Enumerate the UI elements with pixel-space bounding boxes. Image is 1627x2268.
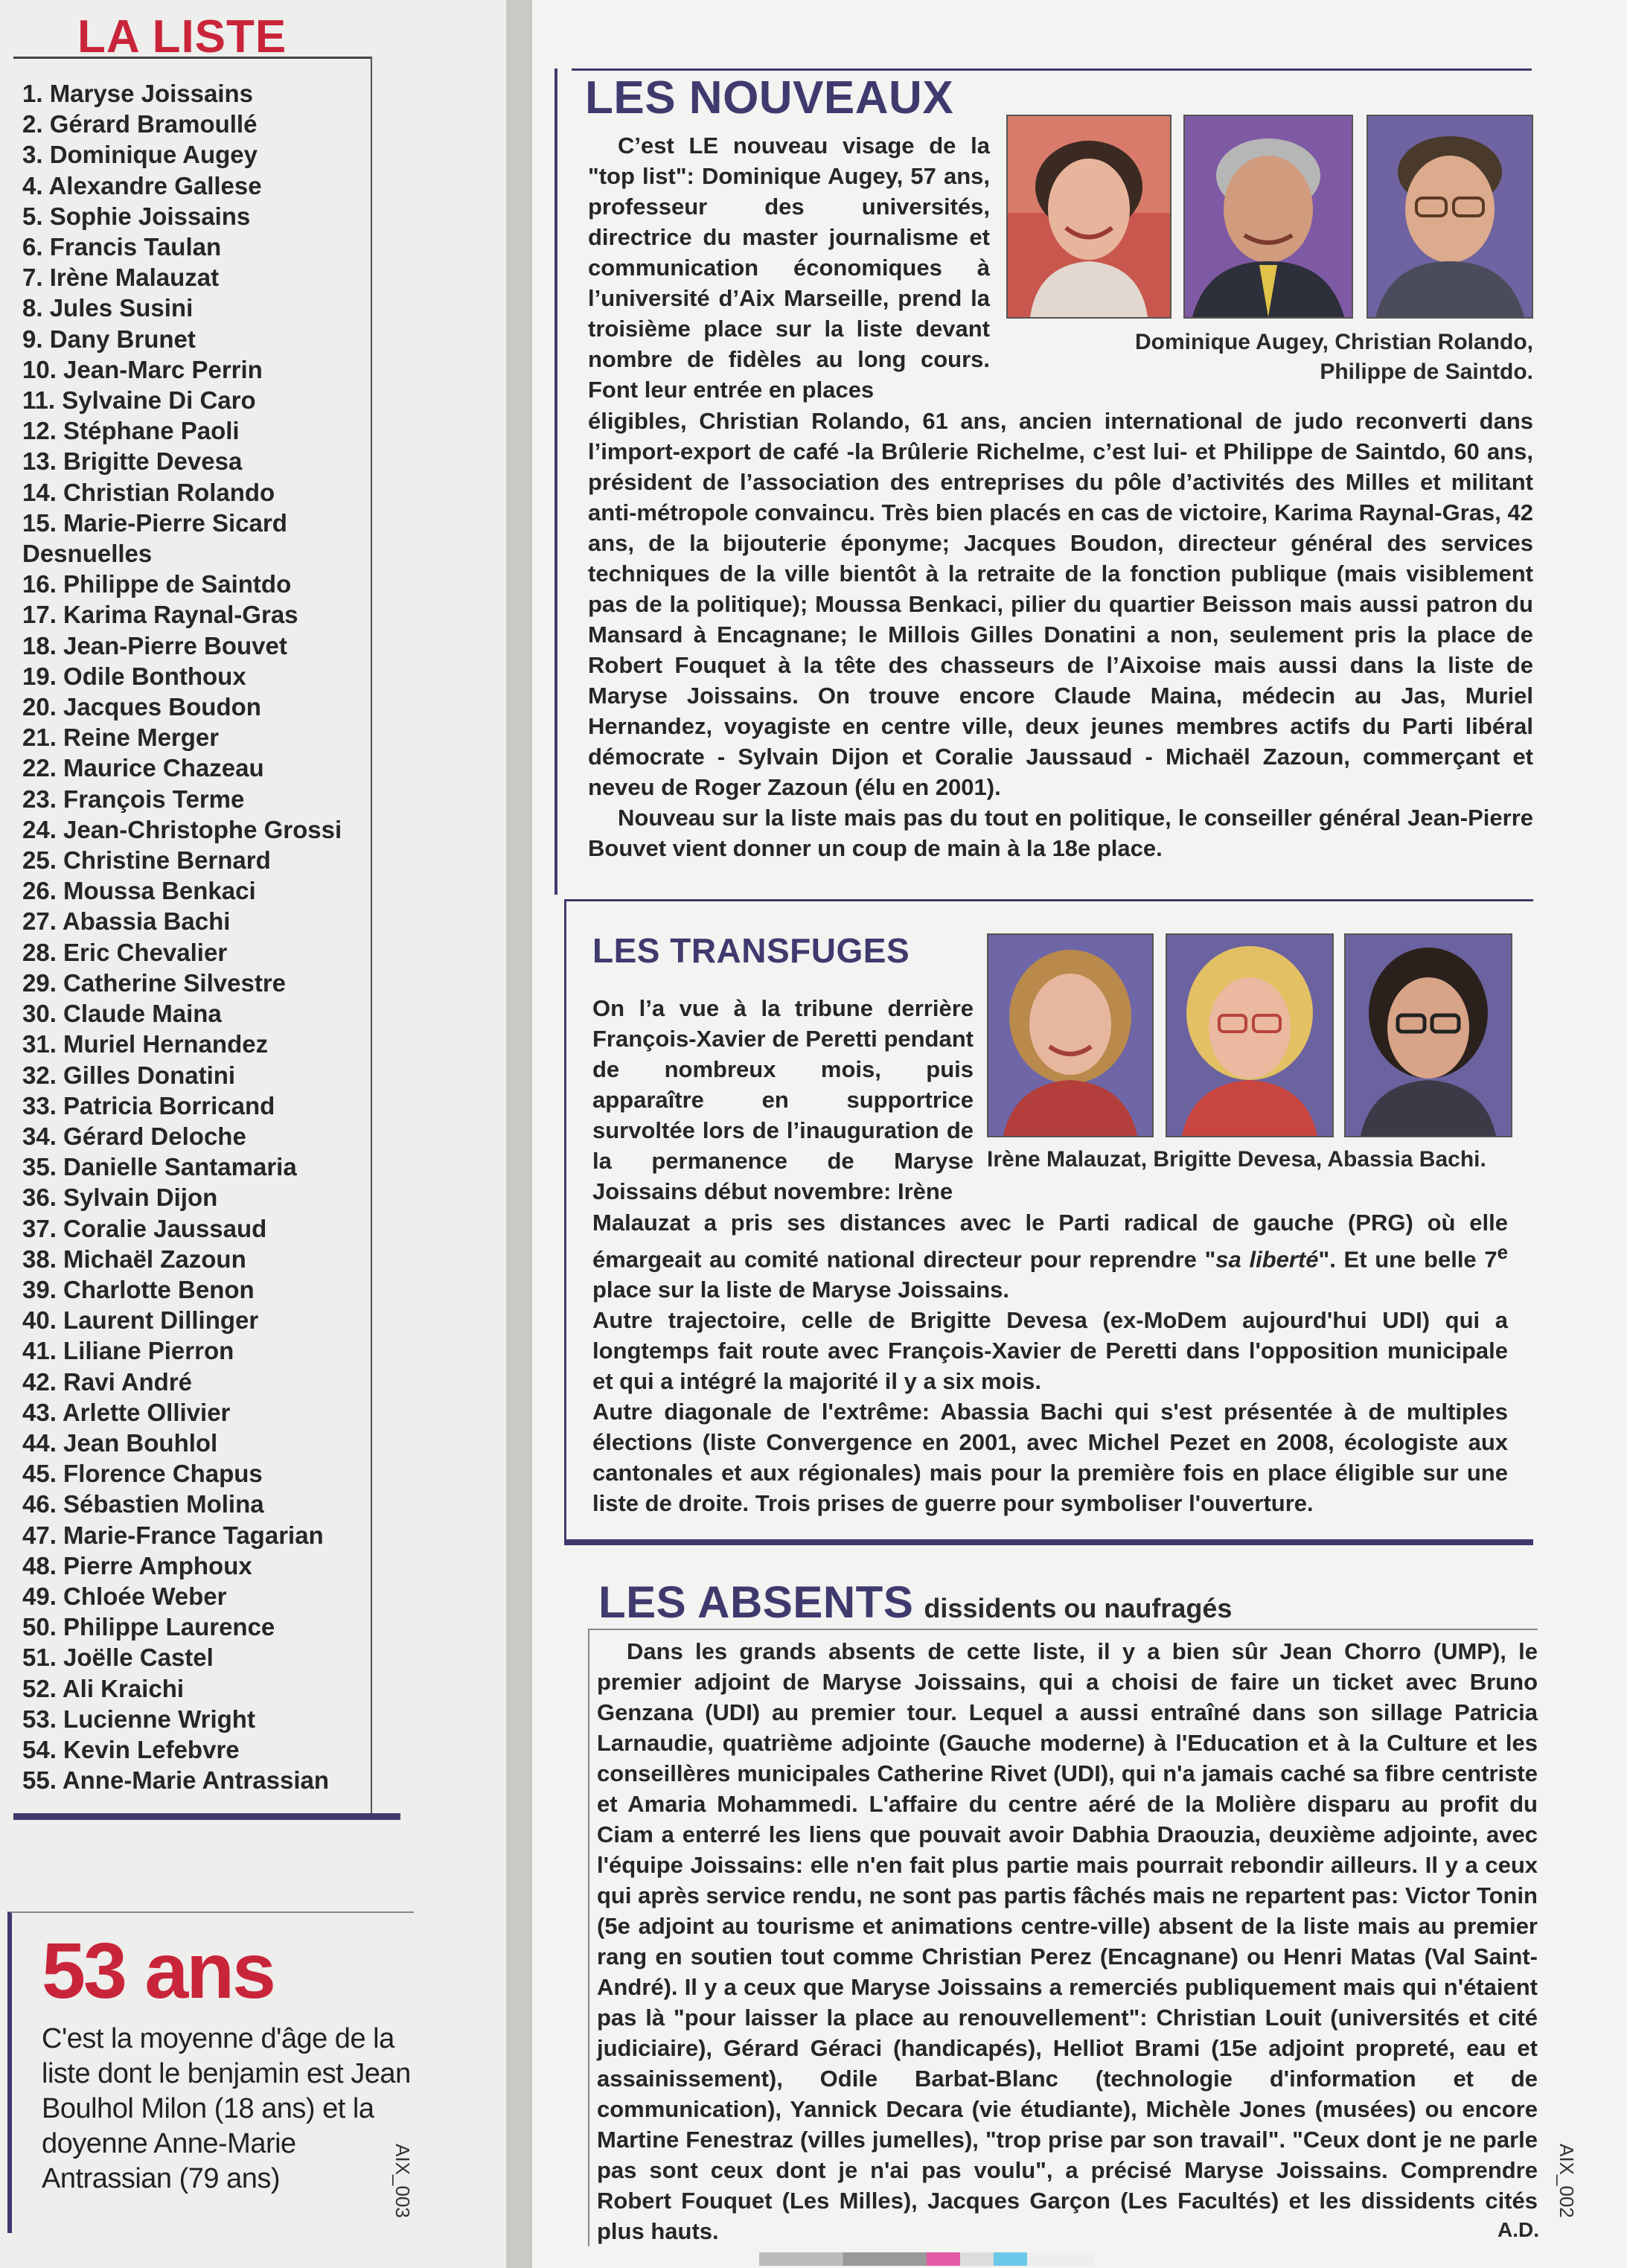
candidate-item: 33. Patricia Borricand	[22, 1091, 275, 1119]
liste-bottom-rule	[13, 1813, 400, 1820]
candidate-item: 46. Sébastien Molina	[22, 1490, 264, 1518]
nouveaux-title: LES NOUVEAUX	[585, 72, 954, 124]
candidate-item: 25. Christine Bernard	[22, 846, 271, 875]
transfuges-body-top	[592, 993, 974, 1207]
absents-paragraph: Dans les grands absents de cette liste, il y a bien sûr Jean Chorro (UMP), le premier adjoint de Maryse Joissains, qui a choisi de faire un ticket avec Bruno Genzana (UDI) au premier tour. Lequel a aussi entraîné dans son sillage Patricia Larnaudie, quatrième adjointe (Gauche moderne) à l'Education et à la Culture et les conseillères municipales Catherine Rivet (UDI), qui n'a jamais caché sa fibre centriste et Amaria Mohammedi. L'affaire du centre aéré de la Molière disparu au profit du Ciam a enterré les liens que pouvait avoir Dabhia Draouzia, deuxième adjointe, avec l'équipe Joissains: elle n'en fait plus partie mais pourrait rebondir ailleurs. Il y a ceux qui après service rendu, ne sont pas partis fâchés mais ne repartent pas: Victor Tonin (5e adjoint au tourisme et animations centre-ville) absent de la liste mais au premier rang en soutien tout comme Christian Perez (Encagnane) ou Henri Matas (Val Saint-André). Il y a ceux que Maryse Joissains a remerciés publiquement mais qui n'étaient pas là "pour laisser la place au renouvellement": Christian Louit (universités et cité judiciaire), Gérard Géraci (handicapés), Helliot Brami (15e adjoint propreté, eau et assainissement), Odile Barbat-Blanc (technologie d'information et de communication), Yannick Decara (vie étudiante), Michèle Jones (musées) ou encore Martine Fenestraz (villes jumelles), "trop prise par son travail". "Ceux dont je ne parle pas sont ceux dont je n'ai pas voulu", a précisé Maryse Joissains. Comprendre Robert Fouquet (Les Milles), Jacques Garçon (Les Facultés) et les dissidents cités plus hauts.	[597, 1638, 1538, 2244]
transfuges-left-rule	[564, 899, 566, 1539]
candidate-item: 15. Marie-Pierre Sicard	[22, 508, 287, 537]
photo-abassia-bachi	[1344, 933, 1512, 1137]
candidate-item: 44. Jean Bouhlol	[22, 1428, 218, 1457]
transfuges-paragraph-3: Autre diagonale de l'extrême: Abassia Bachi qui s'est présentée à de multiples élections (liste Convergence en 2001, avec Michel Pezet en 2008, écologiste aux cantonales et aux régionales) mais pour la première fois en place éligible sur une liste de droite. Trois prises de guerre pour symboliser l'ouverture.	[592, 1399, 1508, 1517]
photo-philippe-de-saintdo	[1367, 115, 1533, 319]
photo-dominique-augey	[1006, 115, 1171, 319]
candidate-item: 30. Claude Maina	[22, 1000, 222, 1028]
absents-subtitle: dissidents ou naufragés	[924, 1593, 1233, 1623]
photo-christian-rolando	[1183, 115, 1353, 319]
candidate-item: 14. Christian Rolando	[22, 478, 275, 506]
candidate-item: 45. Florence Chapus	[22, 1460, 263, 1488]
nouveaux-paragraph-2: Nouveau sur la liste mais pas du tout en politique, le conseiller général Jean-Pierre Bouvet vient donner un coup de main à la 18e place.	[588, 805, 1533, 861]
candidate-item: 38. Michaël Zazoun	[22, 1245, 246, 1273]
portrait-man-1	[1185, 116, 1352, 317]
candidate-item: 36. Sylvain Dijon	[22, 1183, 218, 1212]
nouveaux-paragraph-top: C’est LE nouveau visage de la "top list": Dominique Augey, 57 ans, professeur des universités, directrice du master journalisme et communication économiques à l’université d’Aix Marseille, prend la troisième place sur la liste devant nombre de fidèles au long cours. Font leur entrée en places	[588, 132, 990, 403]
transfuges-paragraph-2: Autre trajectoire, celle de Brigitte Devesa (ex-MoDem aujourd'hui UDI) qui a longtemps fait route avec François-Xavier de Peretti dans l'opposition municipale et qui a intégré la majorité il y a six mois.	[592, 1307, 1508, 1395]
candidate-item: 26. Moussa Benkaci	[22, 877, 256, 905]
candidate-item: 39. Charlotte Benon	[22, 1275, 255, 1303]
candidate-item: 29. Catherine Silvestre	[22, 968, 287, 997]
age-box	[7, 1911, 414, 2233]
absents-title-text: LES ABSENTS	[598, 1577, 914, 1627]
transfuges-top-rule	[564, 899, 1533, 901]
candidate-item: 37. Coralie Jaussaud	[22, 1214, 267, 1242]
absents-top-rule	[588, 1629, 1538, 1630]
candidate-item: 4. Alexandre Gallese	[22, 171, 262, 199]
absents-body	[597, 1636, 1538, 2246]
candidate-item: 48. Pierre Amphoux	[22, 1551, 252, 1579]
candidate-item: 21. Reine Merger	[22, 723, 220, 752]
candidate-item: 9. Dany Brunet	[22, 325, 196, 353]
candidate-item: 41. Liliane Pierron	[22, 1337, 234, 1365]
nouveaux-top-rule	[572, 68, 1532, 71]
candidate-item: 49. Chloée Weber	[22, 1582, 227, 1610]
candidate-item: 31. Muriel Hernandez	[22, 1030, 269, 1058]
candidate-item: 7. Irène Malauzat	[22, 263, 220, 292]
candidate-item: 22. Maurice Chazeau	[22, 754, 264, 782]
photo-brigitte-devesa	[1166, 933, 1334, 1137]
candidate-item: 52. Ali Kraichi	[22, 1674, 185, 1702]
transfuges-paragraph-top: On l’a vue à la tribune derrière François-Xavier de Peretti pendant de nombreux mois, puis apparaître en supportrice survoltée lors de l’inauguration de la permanence de Maryse Joissains début novembre: Irène	[592, 995, 974, 1204]
photo-irene-malauzat	[987, 933, 1154, 1137]
page-ref-left: AIX_003	[391, 2144, 414, 2218]
liste-title: LA LISTE	[77, 11, 287, 63]
page-ref-right: AIX_002	[1556, 2144, 1578, 2218]
candidate-item: 47. Marie-France Tagarian	[22, 1521, 324, 1549]
candidate-item: 20. Jacques Boudon	[22, 693, 261, 721]
portrait-woman-2	[988, 935, 1152, 1136]
candidate-list	[13, 59, 371, 1795]
portrait-woman-4	[1346, 935, 1511, 1136]
portrait-man-2	[1368, 116, 1532, 317]
portrait-woman-1	[1008, 116, 1170, 317]
candidate-item: 42. Ravi André	[22, 1367, 193, 1396]
candidate-item: 34. Gérard Deloche	[22, 1122, 246, 1150]
nouveaux-body-top	[588, 130, 990, 405]
page-gap	[506, 0, 532, 2268]
printer-color-bar	[759, 2252, 1094, 2266]
candidate-item: 18. Jean-Pierre Bouvet	[22, 631, 287, 659]
candidate-item: 23. François Terme	[22, 785, 245, 813]
candidate-item: 35. Danielle Santamaria	[22, 1153, 297, 1181]
candidate-item: 54. Kevin Lefebvre	[22, 1735, 240, 1763]
candidate-item: 2. Gérard Bramoullé	[22, 110, 258, 138]
transfuges-bottom-rule	[564, 1539, 1533, 1545]
candidate-item: 43. Arlette Ollivier	[22, 1398, 231, 1426]
candidate-item: 24. Jean-Christophe Grossi	[22, 815, 342, 843]
age-text: C'est la moyenne d'âge de la liste dont le benjamin est Jean Boulhol Milon (18 ans) et la doyenne Anne-Marie Antrassian (79 ans)	[42, 2023, 411, 2194]
candidate-item: 10. Jean-Marc Perrin	[22, 355, 263, 383]
absents-left-rule	[588, 1629, 589, 2246]
author-signature: A.D.	[1497, 2218, 1539, 2241]
transfuges-paragraph-rest: Malauzat a pris ses distances avec le Parti radical de gauche (PRG) où elle émargeait au comité national directeur pour reprendre "sa liberté". Et une belle 7e place sur la liste de Maryse Joissains.	[592, 1210, 1508, 1303]
candidate-item: 53. Lucienne Wright	[22, 1705, 255, 1733]
candidate-item: 40. Laurent Dillinger	[22, 1306, 259, 1335]
transfuges-title: LES TRANSFUGES	[592, 931, 910, 970]
absents-title	[598, 1577, 1232, 1628]
candidate-item: 5. Sophie Joissains	[22, 202, 251, 230]
candidate-item: 3. Dominique Augey	[22, 141, 258, 169]
candidate-item: 50. Philippe Laurence	[22, 1613, 275, 1641]
candidate-item: 11. Sylvaine Di Caro	[22, 386, 256, 415]
candidate-item: 12. Stéphane Paoli	[22, 417, 240, 445]
candidate-item: 19. Odile Bonthoux	[22, 662, 246, 690]
candidate-item: 16. Philippe de Saintdo	[22, 570, 292, 598]
portrait-woman-3	[1167, 935, 1332, 1136]
candidate-item: Desnuelles	[22, 540, 153, 568]
transfuges-body	[592, 1207, 1508, 1518]
candidate-item: 8. Jules Susini	[22, 294, 194, 322]
candidate-item: 1. Maryse Joissains	[22, 80, 254, 107]
nouveaux-paragraph-rest: éligibles, Christian Rolando, 61 ans, ancien international de judo reconverti dans l’import-export de café -la Brûlerie Richelme, c’est lui- et Philippe de Saintdo, 60 ans, président de l’association des entreprises du pôle d’activités des Milles et militant anti-métropole convaincu. Très bien placés en cas de victoire, Karima Raynal-Gras, 42 ans, de la bijouterie éponyme; Jacques Boudon, directeur général des services techniques de la ville bientôt à la retraite de la fonction publique (mais visiblement pas de la politique); Moussa Benkaci, pilier du quartier Beisson mais aussi patron du Mansard à Encagnane; le Millois Gilles Donatini a non, seulement pris la place de Robert Fouquet à la tête des chasseurs de l’Aixoise mais aussi dans la liste de Maryse Joissains. On trouve encore Claude Maina, médecin au Jas, Muriel Hernandez, voyagiste en centre ville, deux jeunes membres actifs du Parti libéral démocrate - Sylvain Dijon et Coralie Jaussaud - Michaël Zazoun, commerçant et neveu de Roger Zazoun (élu en 2001).	[588, 408, 1533, 800]
candidate-item: 27. Abassia Bachi	[22, 907, 231, 936]
candidate-item: 55. Anne-Marie Antrassian	[22, 1766, 330, 1795]
age-number: 53 ans	[42, 1927, 275, 2015]
transfuges-caption: Irène Malauzat, Brigitte Devesa, Abassia Bachi.	[987, 1147, 1486, 1172]
liste-box	[13, 57, 372, 1815]
candidate-item: 28. Eric Chevalier	[22, 938, 228, 966]
candidate-item: 17. Karima Raynal-Gras	[22, 601, 298, 629]
candidate-item: 51. Joëlle Castel	[22, 1643, 214, 1672]
candidate-item: 6. Francis Taulan	[22, 233, 222, 261]
nouveaux-body	[588, 406, 1533, 863]
nouveaux-caption: Dominique Augey, Christian Rolando, Philippe de Saintdo.	[1134, 330, 1533, 384]
candidate-item: 13. Brigitte Devesa	[22, 447, 243, 476]
nouveaux-left-rule	[554, 68, 557, 895]
candidate-item: 32. Gilles Donatini	[22, 1061, 236, 1089]
